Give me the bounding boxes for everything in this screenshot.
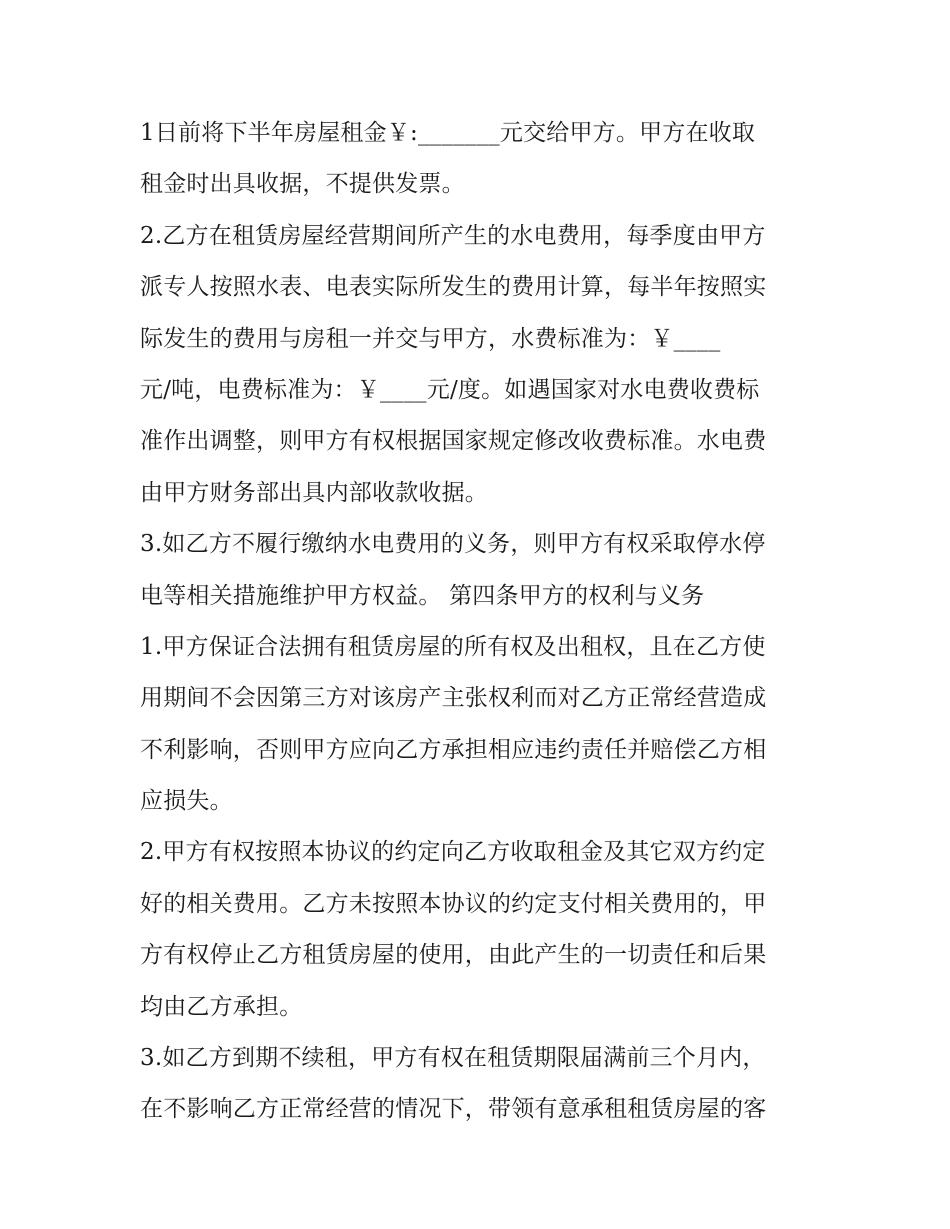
text-line: 方有权停止乙方租赁房屋的使用，由此产生的一切责任和后果 <box>140 942 767 969</box>
text-line: 应损失。 <box>140 788 233 815</box>
text-line: 派专人按照水表、电表实际所发生的费用计算，每半年按照实 <box>140 274 767 301</box>
text-line: 2.甲方有权按照本协议的约定向乙方收取租金及其它双方约定 <box>140 839 766 866</box>
text-line: 1.甲方保证合法拥有租赁房屋的所有权及出租权，且在乙方使 <box>140 633 766 660</box>
text-line: 元/吨，电费标准为：￥____元/度。如遇国家对水电费收费标 <box>140 376 760 403</box>
text-line: 租金时出具收据，不提供发票。 <box>140 171 465 198</box>
text-line: 由甲方财务部出具内部收款收据。 <box>140 479 488 506</box>
text-line: 际发生的费用与房租一并交与甲方，水费标准为：￥____ <box>140 325 721 352</box>
text-line: 1日前将下半年房屋租金￥:_______元交给甲方。甲方在收取 <box>140 120 756 146</box>
text-line: 好的相关费用。乙方未按照本协议的约定支付相关费用的，甲 <box>140 890 767 917</box>
text-line: 3.如乙方不履行缴纳水电费用的义务，则甲方有权采取停水停 <box>140 531 766 558</box>
text-line: 电等相关措施维护甲方权益。 第四条甲方的权利与义务 <box>140 582 705 609</box>
text-line: 均由乙方承担。 <box>140 993 303 1020</box>
document-body <box>140 108 820 1136</box>
text-line: 在不影响乙方正常经营的情况下，带领有意承租租赁房屋的客 <box>140 1096 767 1123</box>
text-line: 2.乙方在租赁房屋经营期间所产生的水电费用，每季度由甲方 <box>140 222 766 249</box>
text-line: 不利影响，否则甲方应向乙方承担相应违约责任并赔偿乙方相 <box>140 736 767 763</box>
text-line: 用期间不会因第三方对该房产主张权利而对乙方正常经营造成 <box>140 685 767 712</box>
text-line: 准作出调整，则甲方有权根据国家规定修改收费标准。水电费 <box>140 428 767 455</box>
text-line: 3.如乙方到期不续租，甲方有权在租赁期限届满前三个月内， <box>140 1045 766 1072</box>
